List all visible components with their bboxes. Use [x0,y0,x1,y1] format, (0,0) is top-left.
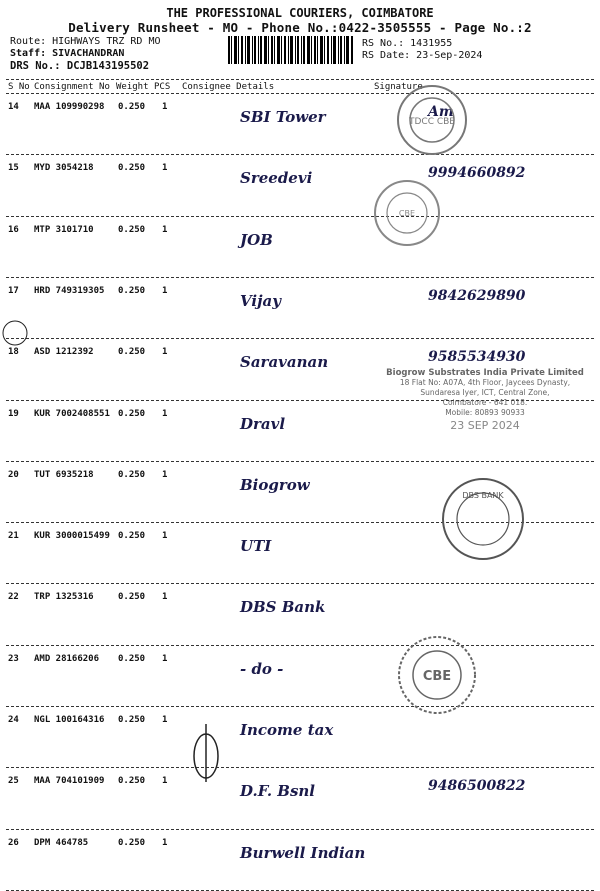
row-pcs: 1 [162,592,168,603]
row-weight: 0.250 [118,776,146,787]
row-weight: 0.250 [118,285,146,296]
row-consignment: ASD 1212392 [34,347,94,358]
row-consignee: Burwell Indian [240,843,366,862]
col-consignment: Consignment No [34,82,110,92]
row-weight: 0.250 [118,531,146,542]
row-sno: 24 [8,715,19,725]
row-consignee: Dravl [240,414,286,433]
company-title: THE PROFESSIONAL COURIERS, COIMBATORE [166,6,434,20]
table-row [6,584,594,639]
svg-text:TDCC CBE: TDCC CBE [408,117,456,127]
row-weight: 0.250 [118,592,146,603]
row-consignee: Biogrow [240,475,310,494]
col-sno: S No [8,82,30,92]
row-sno: 19 [8,408,19,419]
row-sno: 20 [8,469,19,480]
row-pcs: 1 [162,408,168,419]
table-row [6,94,594,149]
row-pcs: 1 [162,224,168,235]
row-consignment: AMD 28166206 [34,653,100,664]
row-pcs: 1 [162,102,168,112]
route-label: Route: HIGHWAYS TRZ RD MO [10,36,161,47]
row-sno: 22 [8,592,19,603]
row-consignment: KUR 3000015499 [34,531,110,542]
row-weight: 0.250 [118,102,146,112]
row-weight: 0.250 [118,347,146,358]
circle-mark [0,318,30,348]
row-consignee: JOB [240,230,273,249]
table-row [6,217,594,272]
cbe-stamp [396,634,478,716]
row-consignment: MYD 3054218 [34,163,94,174]
rs-date-label: RS Date: 23-Sep-2024 [362,50,483,61]
row-consignee: Saravanan [240,353,329,372]
row-consignee: D.F. Bsnl [240,782,316,801]
row-consignment: MAA 109990298 [34,102,105,112]
svg-text:CBE: CBE [422,669,452,684]
row-weight: 0.250 [118,163,146,174]
row-sno: 17 [8,285,19,296]
row-pcs: 1 [162,469,168,480]
col-weight: Weight [116,82,149,92]
row-sno: 21 [8,531,19,542]
staff-label: Staff: SIVACHANDRAN [10,48,125,59]
row-pcs: 1 [162,715,168,725]
row-consignment: NGL 100164316 [34,715,105,725]
row-pcs: 1 [162,163,168,174]
table-row [6,155,594,210]
biogrow-stamp: Biogrow Substrates India Private Limited 18 Flat No: A07A, 4th Floor, Jaycees Dynasty, Sundaresa Iyer, ICT, Central Zone, Coimbatore - 641 018. Mobile: 80893 90933 23 SEP 2024 [386,368,584,432]
row-consignee: Income tax [240,721,334,739]
barcode [228,36,354,64]
row-pcs: 1 [162,285,168,296]
row-consignment: MTP 3101710 [34,224,94,235]
row-signature: Am [428,104,454,120]
scribble-mark [186,716,226,786]
row-sno: 18 [8,347,19,358]
row-consignee: Sreedevi [240,169,313,188]
row-signature: 9585534930 [428,349,526,366]
row-signature: 9994660892 [428,165,526,182]
rs-no-label: RS No.: 1431955 [362,38,453,49]
table-row [6,278,594,333]
row-pcs: 1 [162,531,168,542]
row-consignee: UTI [240,537,272,556]
sbi-stamp [394,82,470,158]
row-consignment: HRD 749319305 [34,285,105,296]
col-signature: Signature [374,82,423,92]
row-pcs: 1 [162,776,168,787]
row-consignee: - do - [240,659,284,678]
row-sno: 23 [8,653,19,664]
row-consignment: TUT 6935218 [34,469,94,480]
drs-label: DRS No.: DCJB143195502 [10,60,150,72]
table-row [6,830,594,885]
row-weight: 0.250 [118,653,146,664]
row-weight: 0.250 [118,408,146,419]
svg-text:DBS BANK: DBS BANK [462,491,504,500]
row-consignment: TRP 1325316 [34,592,94,603]
row-signature: 9486500822 [428,778,526,795]
row-consignment: MAA 704101909 [34,776,105,787]
table-row [6,646,594,701]
row-pcs: 1 [162,653,168,664]
row-sno: 15 [8,163,19,174]
row-weight: 0.250 [118,715,146,725]
row-consignee: Vijay [240,291,281,310]
row-consignee: DBS Bank [240,598,326,617]
row-weight: 0.250 [118,837,146,848]
row-signature: 9842629890 [428,287,526,304]
row-weight: 0.250 [118,224,146,235]
row-consignment: DPM 464785 [34,837,89,848]
row-sno: 16 [8,224,19,235]
col-pcs: PCS [154,82,171,92]
row-sno: 25 [8,776,19,787]
tdcc-stamp [372,178,442,248]
row-sno: 26 [8,837,19,848]
table-row [6,768,594,823]
row-pcs: 1 [162,347,168,358]
svg-text:CBE: CBE [398,209,416,218]
row-pcs: 1 [162,837,168,848]
runsheet-title: Delivery Runsheet - MO - Phone No.:0422-3505555 - Page No.:2 [68,20,532,35]
row-consignment: KUR 7002408551 [34,408,110,419]
table-row [6,707,594,762]
dbs-stamp [440,476,526,562]
col-details: Consignee Details [182,82,275,92]
row-weight: 0.250 [118,469,146,480]
row-sno: 14 [8,102,19,112]
table-header [6,80,594,94]
row-consignee: SBI Tower [240,108,326,126]
